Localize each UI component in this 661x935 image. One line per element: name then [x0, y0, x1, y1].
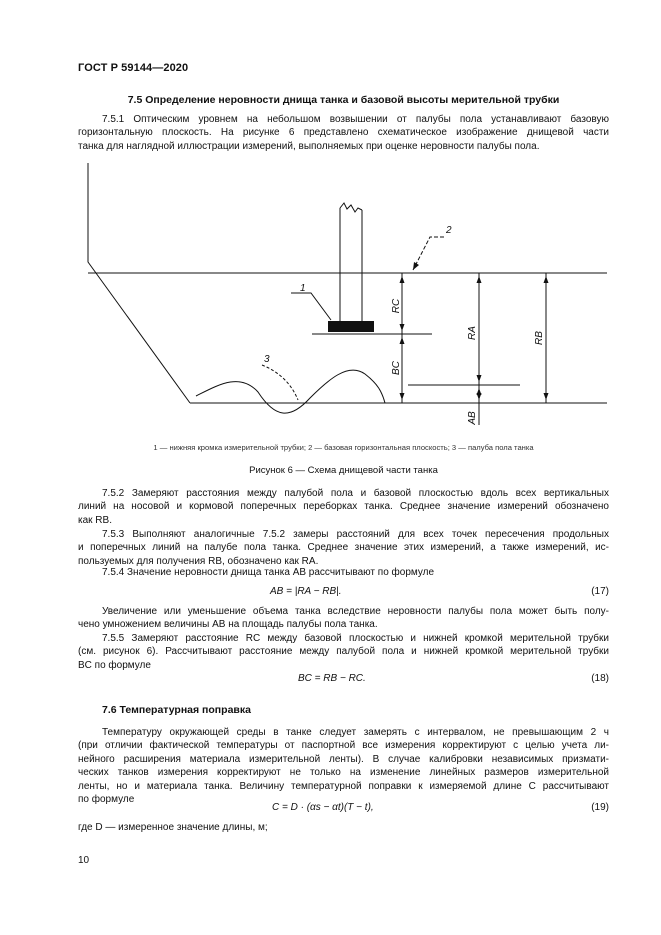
ab-label: AB [467, 411, 478, 425]
rc-label: RC [391, 298, 402, 314]
text-line: ленты, но и материала танка. Величину температурной поправки к измеряемой длине C рассчитывают [78, 780, 609, 792]
callout-3-label: 3 [264, 354, 270, 365]
paragraph-7-5-3 [78, 528, 609, 568]
text-line: чено умножением величины AB на площадь палубы пола танка. [78, 619, 378, 631]
bc-label: BC [391, 361, 402, 375]
paragraph-7-5-2 [78, 487, 609, 527]
callout-3-leader [262, 365, 298, 400]
text-line: 7.5.1 Оптическим уровнем на небольшом возвышении от палубы пола устанавливают базовую [102, 114, 609, 125]
text-line: 7.5.2 Замеряют расстояния между палубой пола и базовой плоскостью вдоль всех вертикальных [102, 488, 609, 499]
paragraph-7-5-1 [78, 113, 609, 153]
callout-2-label: 2 [446, 225, 452, 236]
figure-6-caption: Рисунок 6 — Схема днищевой части танка [249, 465, 438, 476]
text-line: линий на носовой и кормовой поперечных переборках танка. Среднее значение измерений обозначено [78, 501, 609, 513]
section-7-6-title: 7.6 Температурная поправка [102, 704, 251, 716]
callout-1-label: 1 [300, 283, 306, 294]
text-line: как RB. [78, 514, 112, 526]
text-line: Увеличение или уменьшение объема танка вследствие неровности палубы пола может быть полу- [102, 606, 609, 617]
callout-1-leader [291, 293, 331, 320]
text-line: 7.5.3 Выполняют аналогичные 7.5.2 замеры расстояний для всех точек пересечения продольных [102, 529, 609, 540]
pipe-bottom-edge-block [328, 321, 374, 332]
paragraph-7-5-5 [78, 632, 609, 672]
text-line: и поперечных линий на палубе пола танка. Среднее значение этих измерений, а также измерений, ис- [78, 542, 609, 554]
formula-19: C = D · (αs − αt)(T − t), [272, 802, 374, 813]
paragraph-volume [78, 605, 609, 632]
formula-18-number: (18) [591, 673, 609, 684]
text-line: по формуле [78, 794, 135, 806]
section-7-5-title: 7.5 Определение неровности днища танка и базовой высоты мерительной трубки [127, 94, 560, 106]
text-line: (при отличии фактической температуры от паспортной все измерения корректируют с целью учета ли- [78, 740, 609, 752]
figure-6-tank-diagram [0, 155, 661, 425]
text-line: Температуру окружающей среды в танке следует замерять с интервалом, не превышающим 2 ч [102, 727, 609, 738]
text-line: танка для наглядной иллюстрации измерений, выполняемых при оценке неровности палубы пола. [78, 140, 540, 152]
document-header: ГОСТ Р 59144—2020 [78, 62, 189, 74]
paragraph-7-5-4 [78, 566, 609, 579]
text-line: 7.5.5 Замеряют расстояние RC между базовой плоскостью и нижней кромкой мерительной трубки [102, 633, 609, 644]
paragraph-7-6 [78, 726, 609, 806]
rb-label: RB [534, 331, 545, 345]
formula-18: BC = RB − RC. [298, 673, 366, 684]
text-line: горизонтальную плоскость. На рисунке 6 представлено схематическое изображение днищевой части [78, 127, 609, 139]
text-line: нейного расширения материала измерительной ленты). В случае калибровки независимых призмати- [78, 753, 609, 765]
formula-17-number: (17) [591, 586, 609, 597]
text-line: ческих танков измерения корректируют не только на изменение линейных размеров измерительной [78, 767, 609, 779]
ra-label: RA [467, 326, 478, 340]
formula-17: AB = |RA − RB|. [270, 586, 342, 597]
figure-6-legend: 1 — нижняя кромка измерительной трубки; 2 — базовая горизонтальная плоскость; 3 — палуба пола танка [153, 443, 534, 452]
text-line: BC по формуле [78, 659, 151, 671]
pipe-break [340, 203, 362, 212]
deck-curve [196, 370, 385, 413]
text-line: пользуемых для получения RB, обозначено как RA. [78, 555, 319, 567]
tank-wall [88, 163, 190, 403]
text-line: (см. рисунок 6). Рассчитывают расстояние между палубой пола и нижней кромкой мерительной трубки [78, 646, 609, 658]
formula-19-number: (19) [591, 802, 609, 813]
page-number: 10 [78, 855, 90, 866]
where-definition: где D — измеренное значение длины, м; [78, 822, 268, 833]
text-line: 7.5.4 Значение неровности днища танка AB рассчитывают по формуле [102, 567, 435, 578]
